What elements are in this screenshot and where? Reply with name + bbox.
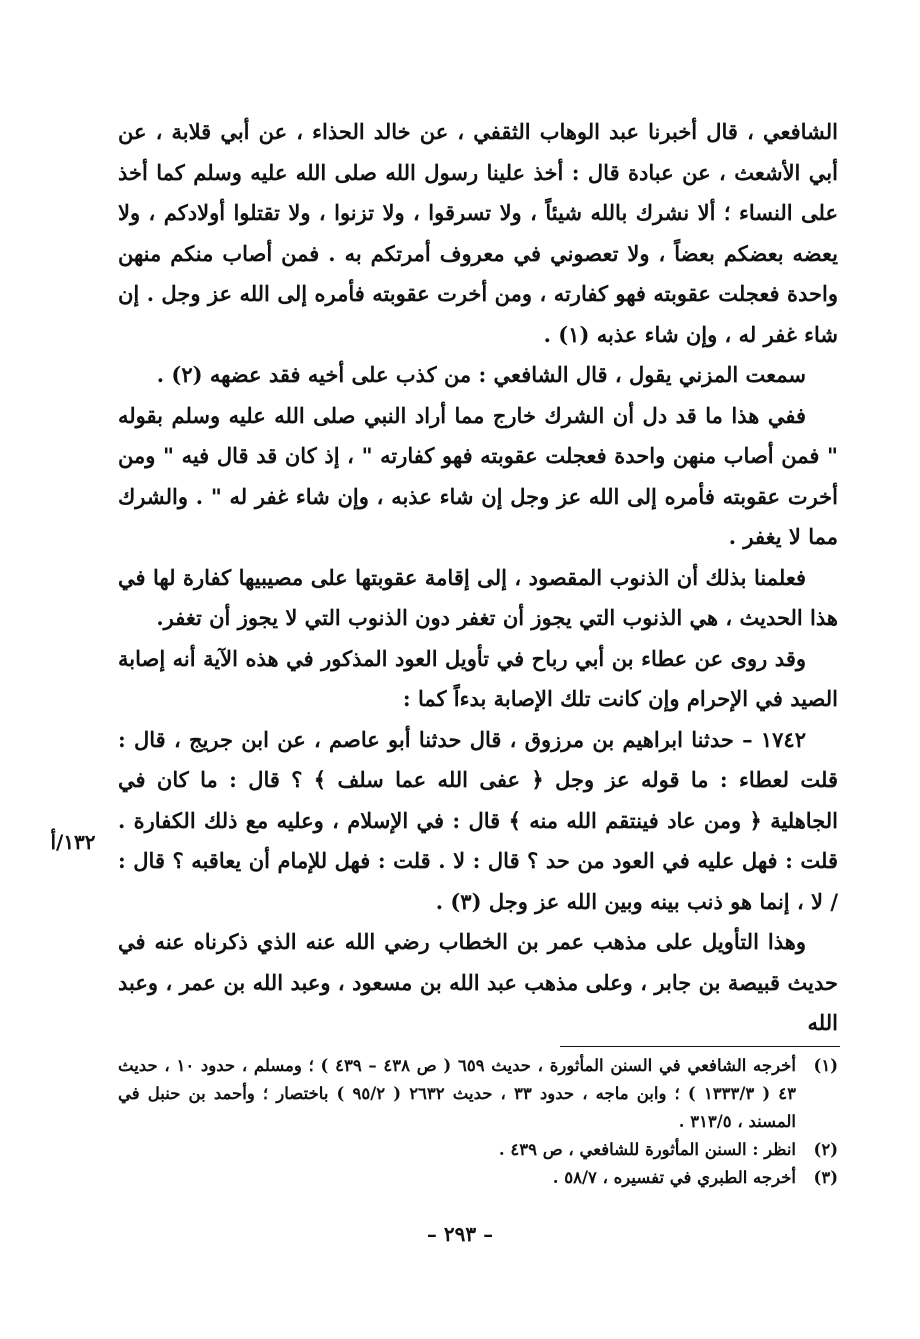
footnote-number: (١) xyxy=(813,1056,838,1075)
footnote-text: أخرجه الطبري في تفسيره ، ٥٨/٧ . xyxy=(552,1168,796,1187)
footnote-separator xyxy=(560,1046,840,1047)
footnote-3 xyxy=(118,1164,838,1192)
footnote-text: أخرجه الشافعي في السنن المأثورة ، حديث ٦٥٩ ( ص ٤٣٨ – ٤٣٩ ) ؛ ومسلم ، حدود ١٠ ، حديث ٤٣ ( ١٣٣٣/٣ ) ؛ وابن ماجه ، حدود ٣٣ ، حديث ٢٦٣٢ ( ٩٥/٢ ) باختصار ؛ وأحمد بن حنبل في المسند ، ٣١٣/٥ . xyxy=(118,1056,797,1131)
paragraph-3: ففي هذا ما قد دل أن الشرك خارج مما أراد النبي صلى الله عليه وسلم بقوله " فمن أصاب منهن واحدة فعجلت عقوبته فهو كفارته " ، إذ كان قد قال فيه " ومن أخرت عقوبته فأمره إلى الله عز وجل إن شاء عذبه ، وإن شاء غفر له " . والشرك مما لا يغفر . xyxy=(118,402,838,549)
footnote-number: (٣) xyxy=(813,1168,838,1187)
footnote-2 xyxy=(118,1136,838,1164)
paragraph-6-hadith: ١٧٤٢ – حدثنا ابراهيم بن مرزوق ، قال حدثنا أبو عاصم ، عن ابن جريج ، قال : قلت لعطاء : ما قوله عز وجل ﴿ عفى الله عما سلف ﴾ ؟ قال : ما كان في الجاهلية ﴿ ومن عاد فينتقم الله منه ﴾ قال : في الإسلام ، وعليه مع ذلك الكفارة . قلت : فهل عليه في العود من حد ؟ قال : لا . قلت : فهل للإمام أن يعاقبه ؟ قال : / لا ، إنما هو ذنب بينه وبين الله عز وجل (٣) . xyxy=(118,726,838,914)
paragraph-2: سمعت المزني يقول ، قال الشافعي : من كذب على أخيه فقد عضهه (٢) . xyxy=(156,362,806,387)
paragraph-4: فعلمنا بذلك أن الذنوب المقصود ، إلى إقامة عقوبتها على مصيبيها كفارة لها في هذا الحديث ، هي الذنوب التي يجوز أن تغفر دون الذنوب التي لا يجوز أن تغفر. xyxy=(118,564,838,630)
footnote-1 xyxy=(118,1052,838,1136)
manuscript-folio-note: ١٣٢/أ xyxy=(50,830,96,854)
paragraph-5: وقد روى عن عطاء بن أبي رباح في تأويل العود المذكور في هذه الآية أنه إصابة الصيد في الإحرام وإن كانت تلك الإصابة بدءاً كما : xyxy=(118,645,838,711)
main-text xyxy=(118,112,838,1044)
footnote-text: انظر : السنن المأثورة للشافعي ، ص ٤٣٩ . xyxy=(498,1140,796,1159)
footnotes xyxy=(118,1052,838,1192)
page-number: – ٢٩٣ – xyxy=(426,1222,494,1246)
paragraph-7: وهذا التأويل على مذهب عمر بن الخطاب رضي الله عنه الذي ذكرناه عنه في حديث قبيصة بن جابر ، وعلى مذهب عبد الله بن مسعود ، وعبد الله بن عمر ، وعبد الله xyxy=(118,929,838,1035)
paragraph-1: الشافعي ، قال أخبرنا عبد الوهاب الثقفي ، عن خالد الحذاء ، عن أبي قلابة ، عن أبي الأشعث ، عن عبادة قال : أخذ علينا رسول الله صلى الله عليه وسلم كما أخذ على النساء ؛ ألا نشرك بالله شيئاً ، ولا تسرقوا ، ولا تزنوا ، ولا تقتلوا أولادكم ، ولا يعضه بعضكم بعضاً ، ولا تعصوني في معروف أمرتكم به . فمن أصاب منكم منهن واحدة فعجلت عقوبته فهو كفارته ، ومن أخرت عقوبته فأمره إلى الله عز وجل . إن شاء غفر له ، وإن شاء عذبه (١) . xyxy=(118,119,838,347)
footnote-number: (٢) xyxy=(813,1140,838,1159)
